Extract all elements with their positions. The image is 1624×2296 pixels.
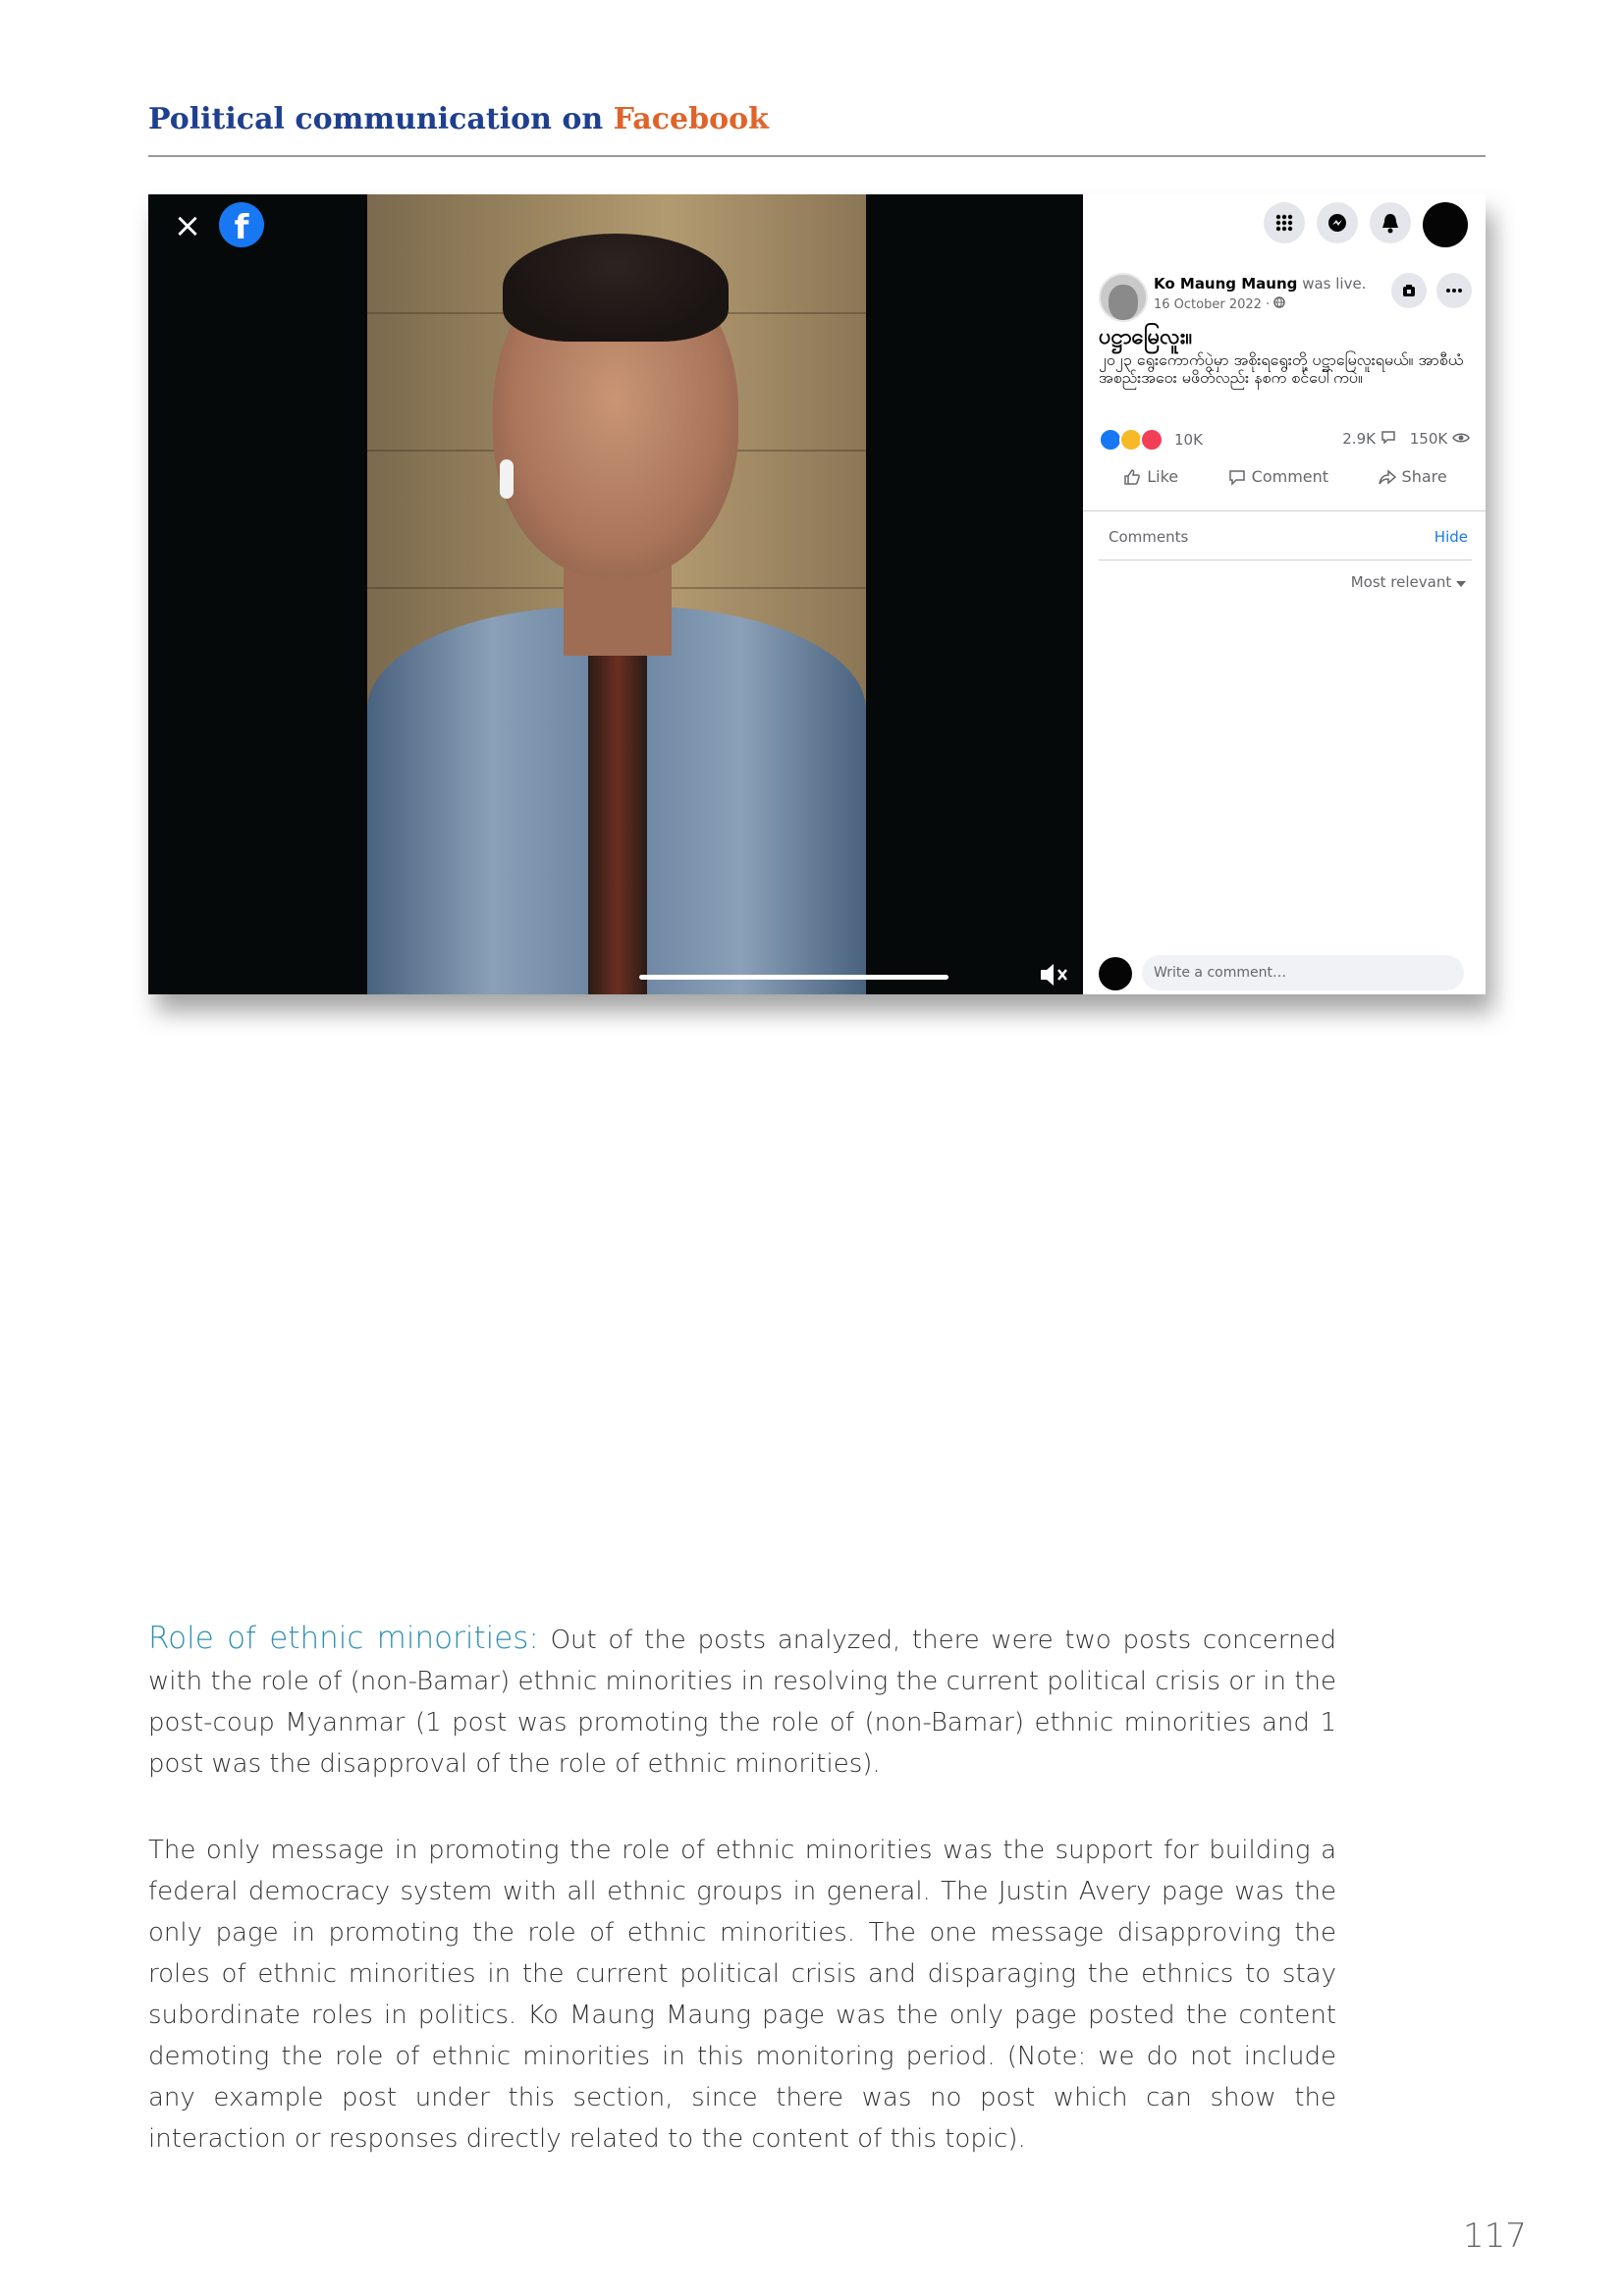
more-options-icon[interactable] <box>1436 273 1472 308</box>
comment-input[interactable]: Write a comment… <box>1142 955 1464 990</box>
comment-icon <box>1228 468 1246 486</box>
page-number: 117 <box>1463 2216 1527 2256</box>
paragraph-2: The only message in promoting the role of ethnic minorities was the support for building a federal democracy system with all ethnic groups in general. The Justin Avery page was the only page in promoting the role of ethnic minorities. The one message disapproving the roles of ethnic minorities in the current political crisis and disparaging the ethnics to stay subordinate roles in politics. Ko Maung Maung page was the only page posted the content demoting the role of ethnic minorities in this monitoring period. (Note: we do not include any example post under this section, since there was no post which can show the interaction or responses directly related to the content of this topic). <box>148 1836 1336 2154</box>
comment-bubble-icon <box>1380 430 1396 444</box>
comment-count: 2.9K <box>1342 430 1376 448</box>
top-icon-bar <box>1264 202 1468 247</box>
earbud <box>500 459 514 499</box>
comment-sort-label: Most relevant <box>1350 573 1452 591</box>
view-count-group <box>1410 430 1470 448</box>
header-title-accent: Facebook <box>613 102 769 136</box>
comment-label: Comment <box>1251 467 1329 486</box>
paragraph-1-text: Out of the posts analyzed, there were two posts concerned with the role of (non-Bamar) ethnic minorities in resolving the current political crisis or in the post-coup Myanmar (1 post was promoting the role of (non-Bamar) ethnic minorities and 1 post was the disapproval of the role of ethnic minorities). <box>148 1626 1337 1779</box>
globe-icon <box>1273 296 1285 308</box>
reactions-summary[interactable] <box>1099 428 1203 452</box>
post-date-text[interactable]: 16 October 2022 · <box>1154 297 1274 312</box>
author-name[interactable]: Ko Maung Maung <box>1154 275 1298 293</box>
actions-divider <box>1083 510 1486 511</box>
post-stats <box>1342 430 1470 448</box>
commenter-avatar <box>1099 957 1132 990</box>
view-count: 150K <box>1409 430 1448 448</box>
comment-composer <box>1099 955 1472 990</box>
post-header-buttons <box>1391 273 1472 308</box>
share-label: Share <box>1401 467 1447 486</box>
share-button[interactable] <box>1379 467 1447 486</box>
save-post-icon[interactable] <box>1391 273 1427 308</box>
like-button[interactable] <box>1123 467 1178 486</box>
post-header <box>1099 273 1472 322</box>
share-icon <box>1379 468 1396 486</box>
comment-count-group[interactable] <box>1342 430 1395 448</box>
post-actions <box>1099 467 1472 486</box>
post-author <box>1154 275 1366 293</box>
like-label: Like <box>1147 467 1179 486</box>
messenger-icon[interactable] <box>1317 202 1358 243</box>
video-frame <box>367 194 866 994</box>
section-label: Role of ethnic minorities: <box>148 1621 539 1656</box>
chevron-down-icon <box>1456 581 1466 587</box>
paragraph-ethnic-minorities <box>148 1618 1336 1785</box>
hide-comments-link[interactable]: Hide <box>1434 528 1468 546</box>
menu-grid-icon[interactable] <box>1264 202 1305 243</box>
video-progress-bar[interactable] <box>639 975 948 980</box>
comments-divider <box>1099 560 1472 561</box>
author-avatar[interactable] <box>1099 273 1148 322</box>
post-body: ၂၀၂၃ ရွေးကောက်ပွဲမှာ အစိုးရရွေးတို့ ပဋ္ဌာမြေလူးရမယ်။ အာစီယံအစည်းအဝေး မဖိတ်လည်း နစက စင်ပေါ်ကပဲ။ <box>1099 350 1464 387</box>
comment-button[interactable] <box>1228 467 1328 486</box>
header-title <box>148 102 769 136</box>
person-shirt <box>588 626 647 994</box>
video-area[interactable] <box>148 194 1083 994</box>
person-hair <box>503 234 729 342</box>
facebook-logo-icon[interactable]: f <box>219 202 264 247</box>
thumbs-up-icon <box>1123 468 1141 486</box>
post-panel <box>1083 194 1486 994</box>
eye-icon <box>1452 432 1470 444</box>
author-status: was live. <box>1302 275 1367 293</box>
post-date <box>1154 296 1285 312</box>
mute-icon[interactable] <box>1037 960 1070 989</box>
post-title: ပဋ္ဌာမြေလူး။ <box>1099 325 1193 349</box>
facebook-live-screenshot <box>148 194 1486 994</box>
profile-avatar[interactable] <box>1423 202 1468 247</box>
header-divider <box>148 155 1486 157</box>
comments-label: Comments <box>1109 528 1189 546</box>
reaction-count: 10K <box>1174 431 1203 449</box>
header-title-main: Political communication on <box>148 102 604 136</box>
love-reaction-icon <box>1140 428 1164 452</box>
comment-sort-dropdown[interactable] <box>1351 573 1466 591</box>
close-icon[interactable]: × <box>173 206 202 245</box>
notifications-icon[interactable] <box>1370 202 1411 243</box>
